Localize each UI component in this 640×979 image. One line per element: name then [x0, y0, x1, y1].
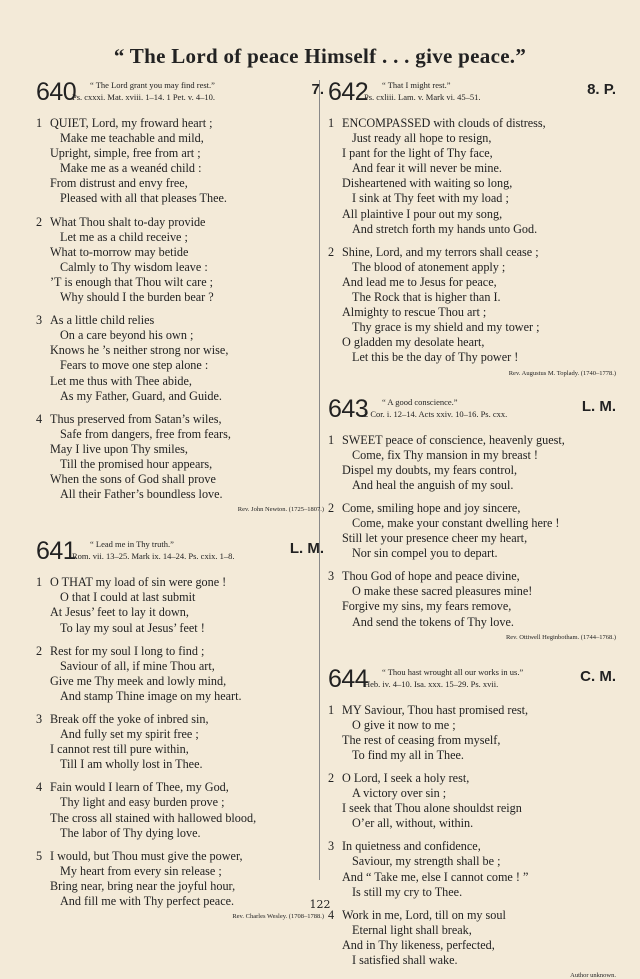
verse-line: Eternal light shall break, [352, 922, 472, 937]
verse-line: I satisfied shall wake. [352, 953, 458, 968]
verse [36, 313, 324, 404]
verse-line: Knows he ’s neither strong nor wise, [50, 343, 229, 358]
verse-line: May I live upon Thy smiles, [50, 441, 188, 456]
verse-line: I cannot rest till pure within, [50, 742, 189, 757]
verse-line: Till I am wholly lost in Thee. [60, 757, 203, 772]
hymn-meter: L. M. [581, 397, 616, 415]
hymn-author: Rev. Augustus M. Toplady. (1740–1778.) [508, 369, 616, 377]
verse-number: 2 [328, 244, 335, 259]
verse-line: Forgive my sins, my fears remove, [342, 599, 512, 614]
verse-line: At Jesus’ feet to lay it down, [50, 605, 189, 620]
verse-line: Upright, simple, free from art ; [50, 146, 201, 161]
verse [36, 215, 324, 306]
verse [36, 412, 324, 503]
hymn-640 [36, 78, 324, 513]
verse-number: 1 [36, 575, 43, 590]
verse-line: In quietness and confidence, [342, 839, 481, 854]
verse-number: 2 [36, 214, 43, 229]
hymn-heading [36, 78, 324, 108]
scripture-references: 2 Cor. i. 12–14. Acts xxiv. 10–16. Ps. cxx. [364, 408, 508, 419]
hymn-epigraph: “ Thou hast wrought all our works in us.” [382, 666, 524, 677]
verse [36, 116, 324, 207]
hymn-epigraph: “ That I might rest.” [382, 80, 451, 90]
verse-line: The labor of Thy dying love. [60, 825, 201, 840]
verse [328, 839, 616, 899]
verse-number: 5 [36, 848, 43, 863]
hymn-643 [328, 395, 616, 641]
hymn-heading [36, 537, 324, 567]
scripture-references: Ps. cxliii. Lam. v. Mark vi. 45–51. [364, 92, 481, 102]
hymn-meter: 8. P. [587, 81, 616, 98]
verse [36, 712, 324, 772]
verse-line: All plaintive I pour out my song, [342, 206, 503, 221]
verse-line: A victory over sin ; [352, 786, 447, 801]
verse-line: O Lord, I seek a holy rest, [342, 771, 470, 785]
verse-number: 2 [328, 500, 335, 515]
verse-line: Disheartened with waiting so long, [342, 176, 513, 191]
verse-line: And send the tokens of Thy love. [352, 614, 514, 629]
verse-line: Saviour of all, if mine Thou art, [60, 658, 215, 673]
hymn-meter: 7. [311, 81, 324, 98]
hymn-642 [328, 78, 616, 377]
verse-number: 3 [328, 569, 335, 584]
verse-line: Thus preserved from Satan’s wiles, [50, 411, 222, 426]
page-header: “ The Lord of peace Himself . . . give peace.” [113, 44, 527, 68]
verse-line: Still let your presence cheer my heart, [342, 531, 528, 546]
verse-line: Let me as a child receive ; [60, 229, 188, 244]
verse-line: And fully set my spirit free ; [60, 727, 199, 742]
verse-number: 1 [328, 702, 335, 717]
verse-line: O make these sacred pleasures mine! [352, 584, 533, 599]
verse-line: Come, smiling hope and joy sincere, [342, 500, 521, 515]
verse-line: Make me as a weanéd child : [60, 161, 202, 176]
verse-line: When the sons of God shall prove [50, 472, 216, 487]
verse-line: Let this be the day of Thy power ! [352, 350, 519, 365]
verse-line: Come, fix Thy mansion in my breast ! [352, 447, 538, 462]
verse-line: On a care beyond his own ; [60, 328, 194, 343]
page-number: 122 [309, 898, 331, 911]
hymn-epigraph: “ Lead me in Thy truth.” [90, 539, 174, 550]
verse-line: What to-morrow may betide [50, 244, 189, 259]
verse [328, 501, 616, 561]
verse-line: O’er all, without, within. [352, 816, 474, 831]
right-column [328, 78, 616, 979]
verse-number: 3 [36, 712, 43, 726]
verse-number: 2 [36, 643, 43, 658]
verse-line: Thy grace is my shield and my tower ; [352, 320, 540, 335]
verse-number: 4 [36, 411, 43, 426]
verse-line: I pant for the light of Thy face, [342, 146, 493, 161]
verse-line: And stamp Thine image on my heart. [60, 688, 242, 703]
hymn-author: Author unknown. [570, 972, 616, 979]
verse-line: Saviour, my strength shall be ; [352, 854, 501, 869]
verse [328, 703, 616, 763]
verse-line: Fears to move one step alone : [60, 358, 209, 373]
verse-line: And fear it will never be mine. [352, 161, 502, 176]
verse-line: Almighty to rescue Thou art ; [342, 305, 487, 320]
verse-line: ’T is enough that Thou wilt care ; [50, 274, 214, 289]
verse-number: 1 [328, 432, 335, 447]
verse-line: O that I could at last submit [60, 590, 196, 605]
verse-line: MY Saviour, Thou hast promised rest, [342, 702, 529, 717]
verse-line: Let me thus with Thee abide, [50, 373, 192, 388]
verse-line: And lead me to Jesus for peace, [342, 274, 497, 289]
verse-line: O give it now to me ; [352, 717, 456, 732]
verse-line: Nor sin compel you to depart. [352, 546, 498, 561]
verse [328, 116, 616, 237]
verse-line: Make me teachable and mild, [60, 131, 204, 146]
verse [328, 569, 616, 629]
verse-line: Give me Thy meek and lowly mind, [50, 673, 227, 688]
verse-line: As a little child relies [50, 313, 155, 328]
hymn-author: Rev. Charles Wesley. (1708–1788.) [232, 913, 324, 921]
hymn-epigraph: “ A good conscience.” [382, 396, 458, 407]
verse-line: My heart from every sin release ; [60, 863, 222, 878]
verse-line: Is still my cry to Thee. [352, 884, 463, 899]
verse-line: As my Father, Guard, and Guide. [60, 388, 222, 403]
verse-line: Pleased with all that pleases Thee. [60, 191, 227, 206]
hymn-heading [328, 395, 616, 425]
verse-line: Why should I the burden bear ? [60, 290, 214, 305]
hymn-number: 643 [328, 394, 369, 423]
verse [328, 433, 616, 493]
verse-line: Till the promised hour appears, [60, 456, 213, 471]
verse-line: And heal the anguish of my soul. [352, 477, 514, 492]
verse-number: 1 [328, 116, 335, 130]
verse-line: From distrust and envy free, [50, 176, 188, 191]
scripture-references: Rom. vii. 13–25. Mark ix. 14–24. Ps. cxix. 1–8. [72, 551, 235, 562]
verse [36, 644, 324, 704]
verse-line: Dispel my doubts, my fears control, [342, 462, 517, 477]
verse [328, 908, 616, 968]
hymn-number: 641 [36, 537, 77, 566]
verse-line: I sink at Thy feet with my load ; [352, 191, 509, 206]
verse [36, 575, 324, 635]
hymn-number: 640 [36, 78, 77, 106]
verse-number: 1 [36, 116, 43, 130]
verse-line: Come, make your constant dwelling here ! [352, 515, 560, 530]
verse-line: Break off the yoke of inbred sin, [50, 712, 209, 726]
verse-line: Thy light and easy burden prove ; [60, 795, 225, 810]
verse-line: Just ready all hope to resign, [352, 131, 492, 146]
hymn-641 [36, 537, 324, 920]
verse-line: QUIET, Lord, my froward heart ; [50, 116, 213, 130]
verse-line: Calmly to Thy wisdom leave : [60, 259, 208, 274]
verse-line: I seek that Thou alone shouldst reign [342, 801, 522, 816]
verse-line: And stretch forth my hands unto God. [352, 221, 538, 236]
hymn-author: Rev. Ottiwell Heginbotham. (1744–1768.) [505, 633, 616, 641]
verse-line: To find my all in Thee. [352, 747, 464, 762]
verse-line: Rest for my soul I long to find ; [50, 643, 205, 658]
hymn-author: Rev. John Newton. (1725–1807.) [237, 506, 324, 514]
verse-line: And fill me with Thy perfect peace. [60, 894, 235, 909]
verse-line: And “ Take me, else I cannot come ! ” [342, 869, 529, 884]
verse-line: Work in me, Lord, till on my soul [342, 907, 506, 922]
verse-line: The Rock that is higher than I. [352, 290, 501, 305]
verse-line: The blood of atonement apply ; [352, 259, 506, 274]
hymn-number: 642 [328, 78, 369, 106]
verse [328, 771, 616, 831]
left-column [36, 78, 324, 920]
verse-line: To lay my soul at Jesus’ feet ! [60, 620, 205, 635]
hymn-number: 644 [328, 664, 369, 693]
verse-line: The rest of ceasing from myself, [342, 732, 501, 747]
verse-number: 4 [328, 907, 335, 922]
verse-line: The cross all stained with hallowed blood, [50, 810, 257, 825]
hymn-meter: C. M. [580, 667, 616, 685]
verse-line: O THAT my load of sin were gone ! [50, 575, 227, 590]
hymn-meter: L. M. [289, 540, 324, 558]
hymn-heading [328, 665, 616, 695]
verse-line: Safe from dangers, free from fears, [60, 426, 231, 441]
verse-number: 3 [328, 839, 335, 854]
verse [328, 245, 616, 366]
verse-line: O gladden my desolate heart, [342, 335, 485, 350]
verse-line: Thou God of hope and peace divine, [342, 569, 520, 584]
verse-line: I would, but Thou must give the power, [50, 848, 243, 863]
verse-line: ENCOMPASSED with clouds of distress, [342, 116, 546, 130]
verse-line: Bring near, bring near the joyful hour, [50, 878, 236, 893]
verse-number: 4 [36, 780, 43, 795]
verse-line: And in Thy likeness, perfected, [342, 937, 495, 952]
scripture-references: Heb. iv. 4–10. Isa. xxx. 15–29. Ps. xvii. [364, 678, 499, 689]
scripture-references: Ps. cxxxi. Mat. xviii. 1–14. 1 Pet. v. 4–10. [72, 92, 216, 102]
verse-line: All their Father’s boundless love. [60, 487, 223, 502]
verse-line: SWEET peace of conscience, heavenly guest, [342, 432, 565, 447]
verse-number: 2 [328, 771, 335, 785]
hymn-epigraph: “ The Lord grant you may find rest.” [90, 80, 215, 90]
verse [36, 780, 324, 840]
hymn-heading [328, 78, 616, 108]
verse-line: Shine, Lord, and my terrors shall cease ; [342, 244, 539, 259]
hymn-644 [328, 665, 616, 979]
verse-line: What Thou shalt to-day provide [50, 214, 206, 229]
verse-number: 3 [36, 313, 43, 328]
verse-line: Fain would I learn of Thee, my God, [50, 780, 229, 795]
